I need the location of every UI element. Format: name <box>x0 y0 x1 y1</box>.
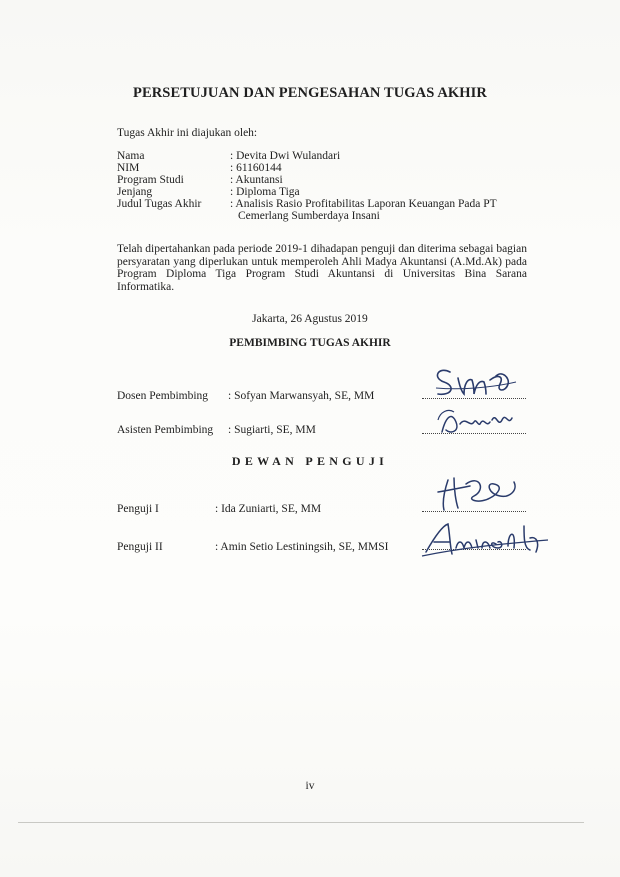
supervisor-role: Dosen Pembimbing <box>117 390 209 402</box>
signature-examiner-1-icon <box>430 470 530 514</box>
supervisor-heading: PEMBIMBING TUGAS AKHIR <box>229 337 391 349</box>
page-edge-divider <box>18 822 584 823</box>
signature-supervisor-icon <box>430 358 530 402</box>
supervisor-name: : Sofyan Marwansyah, SE, MM <box>228 390 375 402</box>
examiner-1-name: : Ida Zuniarti, SE, MM <box>215 503 322 515</box>
examiner-2-role: Penguji II <box>117 541 163 553</box>
page-number: iv <box>305 780 315 792</box>
intro-text: Tugas Akhir ini diajukan oleh: <box>117 127 258 139</box>
field-value: : Analisis Rasio Profitabilitas Laporan Keuangan Pada PT <box>230 198 497 210</box>
assistant-role: Asisten Pembimbing <box>117 424 214 436</box>
signature-assistant-icon <box>430 402 530 442</box>
field-label: Jenjang <box>117 186 153 198</box>
approval-statement: Telah dipertahankan pada periode 2019-1 dihadapan penguji dan diterima sebagai bagian persyaratan yang diperlukan untuk memperoleh Ahli Madya Akuntansi (A.Md.Ak) pada Program Diploma Tiga Program Studi Akuntansi di Universitas Bina Sarana Informatika. <box>117 243 527 293</box>
field-label: Judul Tugas Akhir <box>117 198 202 210</box>
field-value: : Diploma Tiga <box>230 186 300 198</box>
field-label: NIM <box>117 162 140 174</box>
field-label: Program Studi <box>117 174 184 186</box>
document-title: PERSETUJUAN DAN PENGESAHAN TUGAS AKHIR <box>132 85 487 101</box>
field-value-continuation: Cemerlang Sumberdaya Insani <box>238 210 380 222</box>
place-date: Jakarta, 26 Agustus 2019 <box>252 313 368 325</box>
field-value: : Devita Dwi Wulandari <box>230 150 341 162</box>
field-label: Nama <box>117 150 145 162</box>
signature-examiner-2-icon <box>420 518 570 562</box>
examiner-2-name: : Amin Setio Lestiningsih, SE, MMSI <box>215 541 389 553</box>
field-value: : 61160144 <box>230 162 282 174</box>
field-value: : Akuntansi <box>230 174 283 186</box>
examiner-heading: DEWAN PENGUJI <box>231 454 389 468</box>
examiner-1-role: Penguji I <box>117 503 159 515</box>
assistant-name: : Sugiarti, SE, MM <box>228 424 316 436</box>
